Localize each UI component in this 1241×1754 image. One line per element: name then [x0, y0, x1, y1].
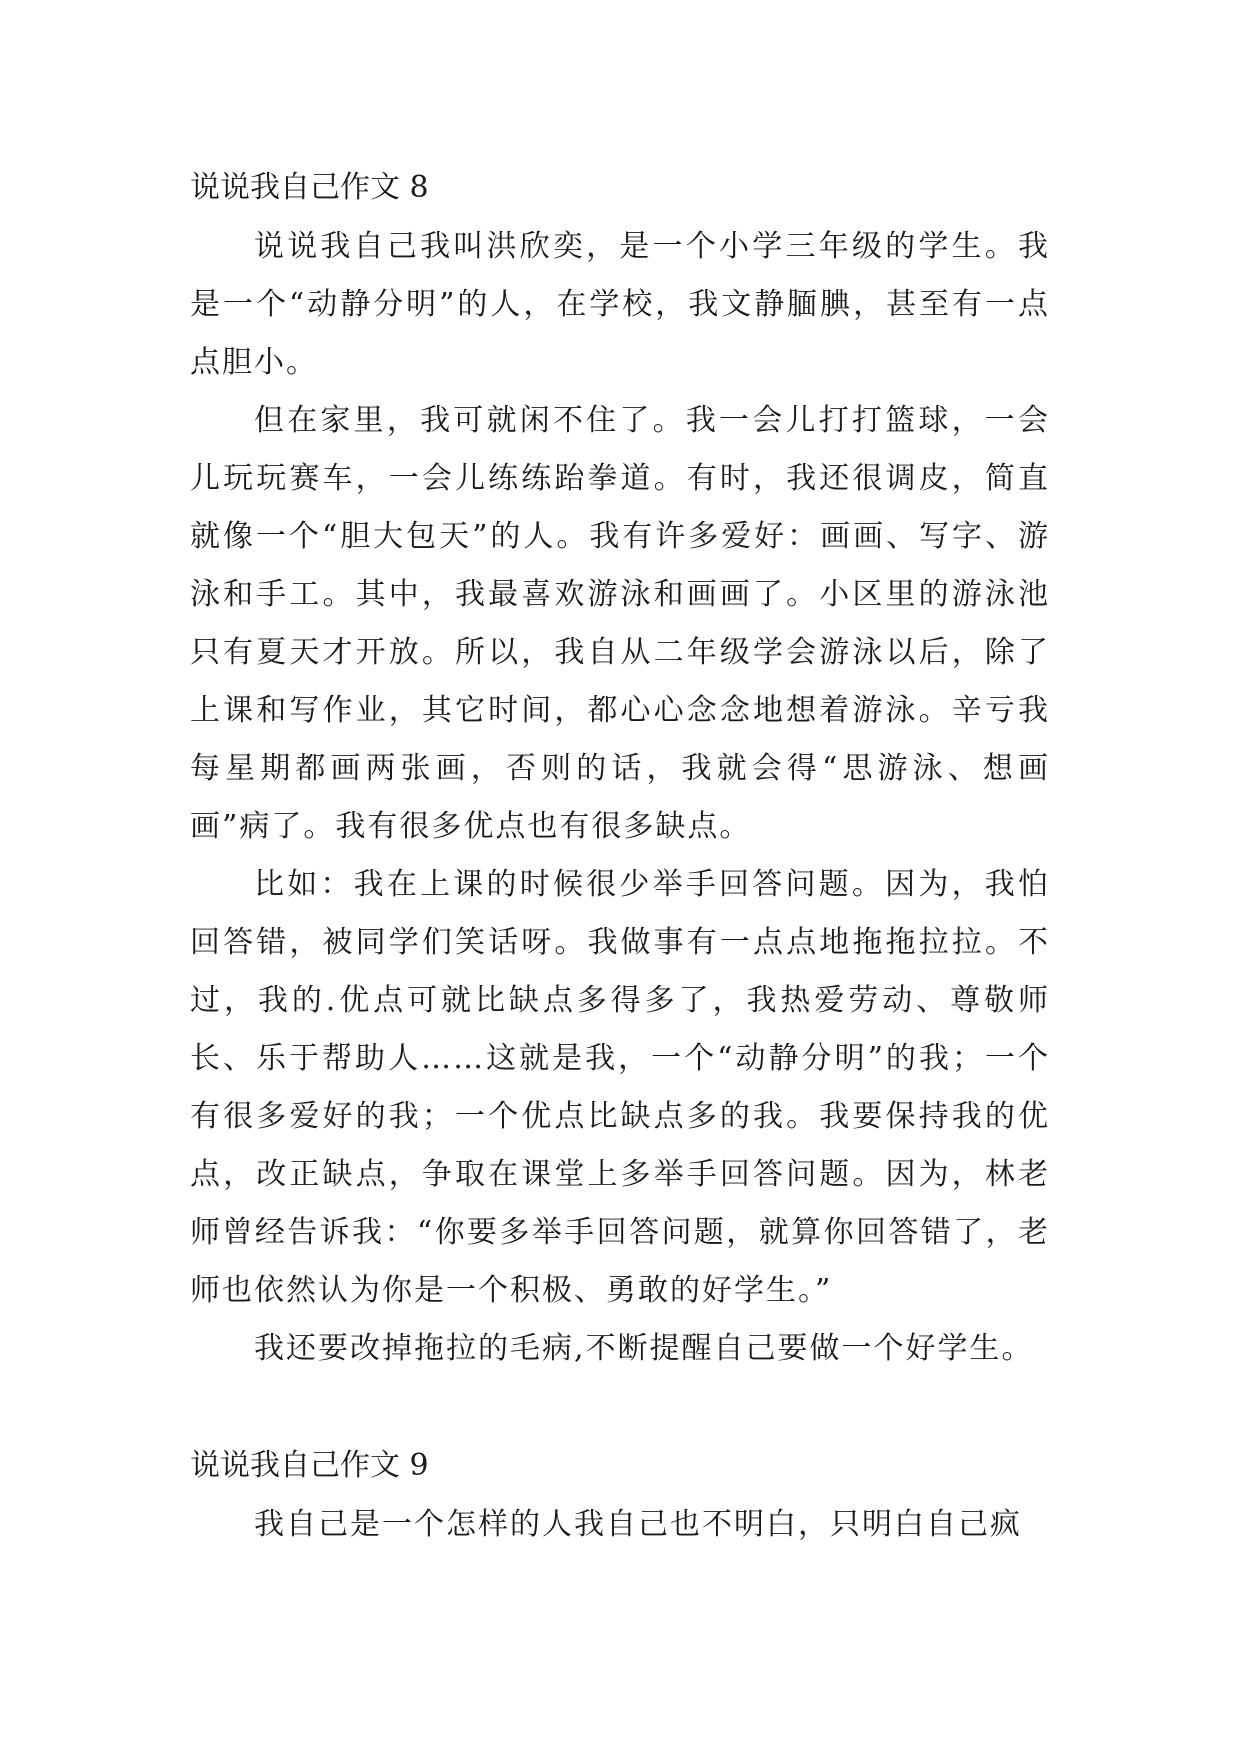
essay-8-paragraph-4: 我还要改掉拖拉的毛病,不断提醒自己要做一个好学生。 — [254, 1331, 1034, 1366]
essay-8-title: 说说我自己作文 8 — [190, 170, 429, 205]
essay-8-paragraph-3: 比如：我在上课的时候很少举手回答问题。因为，我怕回答错，被同学们笑话呀。我做事有一点点地拖拖拉拉。不过，我的.优点可就比缺点多得多了，我热爱劳动、尊敬师长、乐于帮助人……这就是我，一个“动静分明”的我；一个有很多爱好的我；一个优点比缺点多的我。我要保持我的优点，改正缺点，争取在课堂上多举手回答问题。因为，林老师曾经告诉我：“你要多举手回答问题，就算你回答错了，老师也依然认为你是一个积极、勇敢的好学生。” — [190, 867, 1050, 1308]
essay-8-paragraph-1: 说说我自己我叫洪欣奕，是一个小学三年级的学生。我是一个“动静分明”的人，在学校，我文静腼腆，甚至有一点点胆小。 — [190, 229, 1050, 380]
essay-9-paragraph-1: 我自己是一个怎样的人我自己也不明白，只明白自己疯 — [254, 1507, 1022, 1542]
essay-8-paragraph-2: 但在家里，我可就闲不住了。我一会儿打打篮球，一会儿玩玩赛车，一会儿练练跆拳道。有时，我还很调皮，简直就像一个“胆大包天”的人。我有许多爱好：画画、写字、游泳和手工。其中，我最喜欢游泳和画画了。小区里的游泳池只有夏天才开放。所以，我自从二年级学会游泳以后，除了上课和写作业，其它时间，都心心念念地想着游泳。辛亏我每星期都画两张画，否则的话，我就会得“思游泳、想画画”病了。我有很多优点也有很多缺点。 — [190, 403, 1050, 844]
essay-9-title: 说说我自己作文 9 — [190, 1448, 429, 1483]
